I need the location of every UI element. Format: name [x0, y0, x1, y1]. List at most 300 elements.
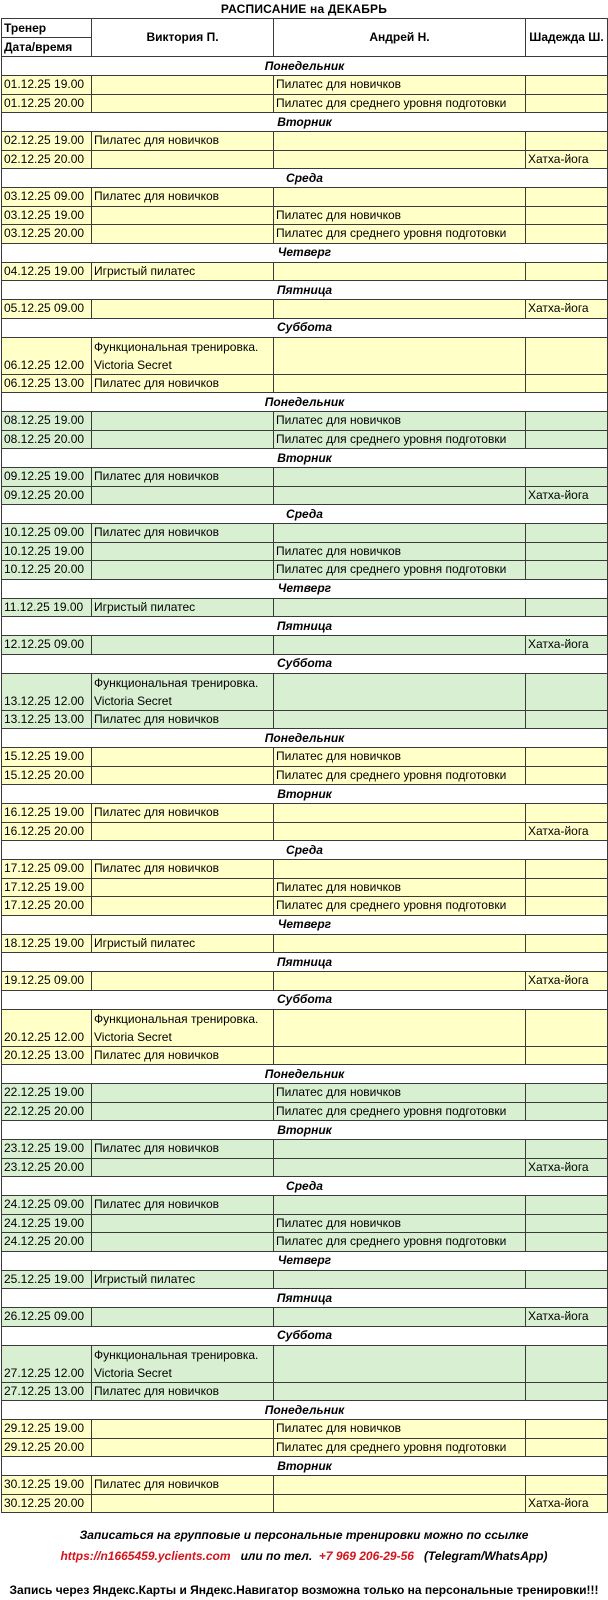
header-datetime-label: Дата/время	[4, 40, 73, 54]
class-cell-3	[526, 1084, 608, 1103]
schedule-row	[2, 878, 608, 897]
class-cell-1: Функциональная тренировка. Victoria Secret	[92, 1345, 274, 1382]
schedule-title: РАСПИСАНИЕ на ДЕКАБРЬ	[220, 2, 388, 16]
day-header-row	[2, 654, 608, 673]
day-header-row	[2, 1251, 608, 1270]
class-cell-1	[92, 561, 274, 580]
phone-prefix: или по тел.	[240, 1549, 313, 1563]
day-header-row	[2, 1457, 608, 1476]
day-label: Суббота	[2, 654, 608, 673]
schedule-row	[2, 766, 608, 785]
schedule-row	[2, 1214, 608, 1233]
class-cell-3	[526, 710, 608, 729]
class-cell-1	[92, 972, 274, 991]
class-cell-1	[92, 1308, 274, 1327]
class-cell-3	[526, 897, 608, 916]
day-header-row	[2, 318, 608, 337]
schedule-row	[2, 934, 608, 953]
day-header-row	[2, 113, 608, 132]
datetime-cell: 30.12.25 20.00	[2, 1494, 92, 1513]
schedule-row	[2, 1308, 608, 1327]
class-cell-1: Игристый пилатес	[92, 598, 274, 617]
class-cell-2	[274, 1345, 526, 1382]
class-cell-3	[526, 598, 608, 617]
class-cell-3	[526, 1140, 608, 1159]
day-header-row	[2, 57, 608, 76]
class-cell-1	[92, 225, 274, 244]
datetime-cell: 30.12.25 19.00	[2, 1476, 92, 1495]
day-header-row	[2, 243, 608, 262]
booking-link[interactable]: https://n1665459.yclients.com	[60, 1549, 231, 1563]
datetime-cell: 02.12.25 19.00	[2, 132, 92, 151]
class-cell-1	[92, 76, 274, 95]
class-cell-1	[92, 1494, 274, 1513]
class-cell-1	[92, 822, 274, 841]
class-cell-1	[92, 300, 274, 319]
class-cell-3	[526, 206, 608, 225]
datetime-cell: 03.12.25 09.00	[2, 188, 92, 207]
day-label: Пятница	[2, 1289, 608, 1308]
class-cell-3	[526, 374, 608, 393]
schedule-row	[2, 1345, 608, 1382]
schedule-row	[2, 561, 608, 580]
datetime-cell: 23.12.25 19.00	[2, 1140, 92, 1159]
day-label: Среда	[2, 505, 608, 524]
day-label: Пятница	[2, 617, 608, 636]
schedule-row	[2, 150, 608, 169]
class-cell-3	[526, 188, 608, 207]
class-cell-1: Игристый пилатес	[92, 262, 274, 281]
class-cell-2	[274, 1140, 526, 1159]
class-cell-1	[92, 1438, 274, 1457]
class-cell-3: Хатха-йога	[526, 972, 608, 991]
schedule-row	[2, 1382, 608, 1401]
day-header-row	[2, 729, 608, 748]
day-label: Четверг	[2, 915, 608, 934]
schedule-row	[2, 748, 608, 767]
day-label: Понедельник	[2, 57, 608, 76]
datetime-cell: 17.12.25 09.00	[2, 860, 92, 879]
datetime-cell: 16.12.25 19.00	[2, 804, 92, 823]
day-header-row	[2, 505, 608, 524]
day-header-row	[2, 841, 608, 860]
datetime-cell: 01.12.25 20.00	[2, 94, 92, 113]
class-cell-2	[274, 804, 526, 823]
class-cell-3	[526, 1233, 608, 1252]
schedule-row	[2, 468, 608, 487]
class-cell-3	[526, 934, 608, 953]
day-header-row	[2, 1065, 608, 1084]
class-cell-3	[526, 1196, 608, 1215]
class-cell-1	[92, 150, 274, 169]
class-cell-1	[92, 206, 274, 225]
datetime-cell: 24.12.25 20.00	[2, 1233, 92, 1252]
class-cell-2: Пилатес для среднего уровня подготовки	[274, 561, 526, 580]
datetime-cell: 22.12.25 19.00	[2, 1084, 92, 1103]
class-cell-1: Пилатес для новичков	[92, 710, 274, 729]
class-cell-1	[92, 636, 274, 655]
datetime-cell: 03.12.25 20.00	[2, 225, 92, 244]
day-label: Понедельник	[2, 1065, 608, 1084]
class-cell-3	[526, 1382, 608, 1401]
class-cell-2	[274, 822, 526, 841]
schedule-row	[2, 486, 608, 505]
schedule-row	[2, 188, 608, 207]
day-header-row	[2, 1326, 608, 1345]
class-cell-3	[526, 1270, 608, 1289]
class-cell-2	[274, 1009, 526, 1046]
class-cell-2: Пилатес для новичков	[274, 412, 526, 431]
class-cell-2	[274, 262, 526, 281]
schedule-row	[2, 1233, 608, 1252]
class-cell-2	[274, 468, 526, 487]
class-cell-1	[92, 1084, 274, 1103]
schedule-row	[2, 1196, 608, 1215]
class-cell-2	[274, 1382, 526, 1401]
class-cell-2	[274, 710, 526, 729]
day-label: Понедельник	[2, 1401, 608, 1420]
class-cell-2	[274, 524, 526, 543]
class-cell-2	[274, 337, 526, 374]
datetime-cell: 09.12.25 20.00	[2, 486, 92, 505]
datetime-cell: 08.12.25 20.00	[2, 430, 92, 449]
class-cell-3	[526, 1345, 608, 1382]
class-cell-2	[274, 598, 526, 617]
class-cell-2: Пилатес для новичков	[274, 76, 526, 95]
class-cell-2	[274, 188, 526, 207]
class-cell-1	[92, 542, 274, 561]
datetime-cell: 10.12.25 20.00	[2, 561, 92, 580]
datetime-cell: 08.12.25 19.00	[2, 412, 92, 431]
schedule-row	[2, 76, 608, 95]
schedule-row	[2, 1476, 608, 1495]
day-label: Вторник	[2, 785, 608, 804]
class-cell-3	[526, 860, 608, 879]
class-cell-2	[274, 636, 526, 655]
class-cell-2: Пилатес для среднего уровня подготовки	[274, 1438, 526, 1457]
class-cell-3	[526, 468, 608, 487]
class-cell-3	[526, 878, 608, 897]
day-header-row	[2, 785, 608, 804]
datetime-cell: 20.12.25 12.00	[2, 1009, 92, 1046]
class-cell-1: Пилатес для новичков	[92, 804, 274, 823]
day-header-row	[2, 953, 608, 972]
class-cell-1	[92, 766, 274, 785]
schedule-row	[2, 673, 608, 710]
class-cell-1: Функциональная тренировка. Victoria Secret	[92, 337, 274, 374]
class-cell-2	[274, 1270, 526, 1289]
schedule-row	[2, 1084, 608, 1103]
schedule-body	[2, 57, 608, 1513]
class-cell-1: Пилатес для новичков	[92, 132, 274, 151]
class-cell-2	[274, 300, 526, 319]
day-label: Суббота	[2, 318, 608, 337]
class-cell-2: Пилатес для среднего уровня подготовки	[274, 225, 526, 244]
class-cell-1: Пилатес для новичков	[92, 1476, 274, 1495]
datetime-cell: 12.12.25 09.00	[2, 636, 92, 655]
class-cell-2: Пилатес для новичков	[274, 542, 526, 561]
day-header-row	[2, 915, 608, 934]
class-cell-3	[526, 94, 608, 113]
class-cell-2: Пилатес для новичков	[274, 878, 526, 897]
day-label: Вторник	[2, 1457, 608, 1476]
day-header-row	[2, 1289, 608, 1308]
day-header-row	[2, 617, 608, 636]
class-cell-1	[92, 897, 274, 916]
datetime-cell: 13.12.25 12.00	[2, 673, 92, 710]
class-cell-3	[526, 1438, 608, 1457]
datetime-cell: 17.12.25 19.00	[2, 878, 92, 897]
day-label: Четверг	[2, 243, 608, 262]
class-cell-1	[92, 486, 274, 505]
schedule-row	[2, 1046, 608, 1065]
schedule-row	[2, 1494, 608, 1513]
header-trainer-1: Виктория П.	[92, 19, 274, 57]
datetime-cell: 04.12.25 19.00	[2, 262, 92, 281]
class-cell-1	[92, 94, 274, 113]
datetime-cell: 06.12.25 12.00	[2, 337, 92, 374]
class-cell-3	[526, 262, 608, 281]
class-cell-3	[526, 1009, 608, 1046]
class-cell-3	[526, 412, 608, 431]
class-cell-2	[274, 860, 526, 879]
class-cell-3	[526, 1214, 608, 1233]
header-trainer-datetime	[2, 19, 92, 57]
schedule-row	[2, 542, 608, 561]
header-trainer-3: Шадежда Ш.	[526, 19, 608, 57]
class-cell-1: Пилатес для новичков	[92, 524, 274, 543]
datetime-cell: 27.12.25 12.00	[2, 1345, 92, 1382]
datetime-cell: 22.12.25 20.00	[2, 1102, 92, 1121]
class-cell-3	[526, 561, 608, 580]
class-cell-3	[526, 1476, 608, 1495]
day-header-row	[2, 1401, 608, 1420]
datetime-cell: 10.12.25 19.00	[2, 542, 92, 561]
class-cell-2: Пилатес для новичков	[274, 748, 526, 767]
class-cell-1: Пилатес для новичков	[92, 1140, 274, 1159]
datetime-cell: 05.12.25 09.00	[2, 300, 92, 319]
class-cell-3	[526, 76, 608, 95]
day-label: Пятница	[2, 281, 608, 300]
day-label: Четверг	[2, 579, 608, 598]
class-cell-1	[92, 1214, 274, 1233]
class-cell-1: Пилатес для новичков	[92, 860, 274, 879]
datetime-cell: 09.12.25 19.00	[2, 468, 92, 487]
datetime-cell: 20.12.25 13.00	[2, 1046, 92, 1065]
signup-info: Записаться на групповые и персональные тренировки можно по ссылке	[79, 1528, 529, 1542]
schedule-row	[2, 262, 608, 281]
class-cell-2	[274, 1494, 526, 1513]
schedule-row	[2, 636, 608, 655]
messengers-note: (Telegram/WhatsApp)	[423, 1549, 548, 1563]
class-cell-1: Пилатес для новичков	[92, 1196, 274, 1215]
datetime-cell: 16.12.25 20.00	[2, 822, 92, 841]
class-cell-1: Пилатес для новичков	[92, 1046, 274, 1065]
class-cell-2	[274, 934, 526, 953]
schedule-row	[2, 710, 608, 729]
class-cell-3: Хатха-йога	[526, 150, 608, 169]
yandex-note: Запись через Яндекс.Карты и Яндекс.Навигатор возможна только на персональные тренировки!!!	[9, 1583, 599, 1597]
class-cell-2: Пилатес для среднего уровня подготовки	[274, 766, 526, 785]
datetime-cell: 29.12.25 20.00	[2, 1438, 92, 1457]
day-label: Вторник	[2, 449, 608, 468]
datetime-cell: 25.12.25 19.00	[2, 1270, 92, 1289]
class-cell-1: Функциональная тренировка. Victoria Secret	[92, 673, 274, 710]
class-cell-3	[526, 542, 608, 561]
class-cell-2	[274, 673, 526, 710]
datetime-cell: 01.12.25 19.00	[2, 76, 92, 95]
class-cell-3: Хатха-йога	[526, 486, 608, 505]
datetime-cell: 23.12.25 20.00	[2, 1158, 92, 1177]
schedule-row	[2, 598, 608, 617]
class-cell-3	[526, 673, 608, 710]
datetime-cell: 26.12.25 09.00	[2, 1308, 92, 1327]
class-cell-2	[274, 150, 526, 169]
class-cell-3: Хатха-йога	[526, 822, 608, 841]
schedule-row	[2, 374, 608, 393]
schedule-row	[2, 1009, 608, 1046]
class-cell-2: Пилатес для среднего уровня подготовки	[274, 94, 526, 113]
day-label: Среда	[2, 169, 608, 188]
day-label: Суббота	[2, 1326, 608, 1345]
class-cell-3: Хатха-йога	[526, 1494, 608, 1513]
class-cell-1: Игристый пилатес	[92, 934, 274, 953]
day-label: Вторник	[2, 113, 608, 132]
schedule-row	[2, 1140, 608, 1159]
class-cell-1	[92, 1233, 274, 1252]
schedule-row	[2, 300, 608, 319]
schedule-table	[1, 18, 608, 1513]
class-cell-2: Пилатес для новичков	[274, 1214, 526, 1233]
class-cell-2: Пилатес для новичков	[274, 1084, 526, 1103]
day-header-row	[2, 1121, 608, 1140]
schedule-row	[2, 337, 608, 374]
day-label: Среда	[2, 841, 608, 860]
datetime-cell: 24.12.25 09.00	[2, 1196, 92, 1215]
class-cell-3	[526, 748, 608, 767]
datetime-cell: 02.12.25 20.00	[2, 150, 92, 169]
class-cell-1: Пилатес для новичков	[92, 188, 274, 207]
class-cell-3	[526, 524, 608, 543]
schedule-row	[2, 822, 608, 841]
datetime-cell: 15.12.25 19.00	[2, 748, 92, 767]
header-trainer-2: Андрей Н.	[274, 19, 526, 57]
schedule-row	[2, 94, 608, 113]
class-cell-3	[526, 1420, 608, 1439]
datetime-cell: 18.12.25 19.00	[2, 934, 92, 953]
class-cell-3	[526, 766, 608, 785]
class-cell-2: Пилатес для среднего уровня подготовки	[274, 897, 526, 916]
class-cell-1	[92, 412, 274, 431]
schedule-row	[2, 1270, 608, 1289]
phone-number[interactable]: +7 969 206-29-56	[318, 1549, 414, 1563]
class-cell-2	[274, 374, 526, 393]
header-trainer-label: Тренер	[2, 19, 91, 38]
class-cell-3	[526, 804, 608, 823]
class-cell-1	[92, 1158, 274, 1177]
class-cell-1: Пилатес для новичков	[92, 374, 274, 393]
schedule-row	[2, 860, 608, 879]
day-label: Понедельник	[2, 729, 608, 748]
class-cell-3: Хатха-йога	[526, 636, 608, 655]
schedule-row	[2, 804, 608, 823]
class-cell-2	[274, 1196, 526, 1215]
class-cell-1: Пилатес для новичков	[92, 1382, 274, 1401]
schedule-row	[2, 972, 608, 991]
class-cell-2	[274, 1046, 526, 1065]
class-cell-3: Хатха-йога	[526, 1158, 608, 1177]
contact-line	[0, 1549, 608, 1563]
class-cell-3: Хатха-йога	[526, 300, 608, 319]
schedule-row	[2, 1420, 608, 1439]
class-cell-3	[526, 225, 608, 244]
class-cell-3	[526, 337, 608, 374]
class-cell-2: Пилатес для новичков	[274, 206, 526, 225]
day-header-row	[2, 449, 608, 468]
class-cell-2	[274, 1158, 526, 1177]
class-cell-1: Функциональная тренировка. Victoria Secret	[92, 1009, 274, 1046]
class-cell-3	[526, 1046, 608, 1065]
datetime-cell: 15.12.25 20.00	[2, 766, 92, 785]
class-cell-3	[526, 430, 608, 449]
class-cell-2	[274, 1476, 526, 1495]
schedule-row	[2, 206, 608, 225]
header-row	[2, 19, 608, 57]
class-cell-2	[274, 486, 526, 505]
day-label: Среда	[2, 1177, 608, 1196]
class-cell-2	[274, 132, 526, 151]
datetime-cell: 29.12.25 19.00	[2, 1420, 92, 1439]
schedule-row	[2, 1102, 608, 1121]
day-header-row	[2, 579, 608, 598]
schedule-row	[2, 430, 608, 449]
class-cell-2: Пилатес для среднего уровня подготовки	[274, 430, 526, 449]
class-cell-2: Пилатес для среднего уровня подготовки	[274, 1233, 526, 1252]
datetime-cell: 24.12.25 19.00	[2, 1214, 92, 1233]
day-label: Пятница	[2, 953, 608, 972]
class-cell-2	[274, 1308, 526, 1327]
datetime-cell: 27.12.25 13.00	[2, 1382, 92, 1401]
day-label: Понедельник	[2, 393, 608, 412]
class-cell-1	[92, 430, 274, 449]
class-cell-3: Хатха-йога	[526, 1308, 608, 1327]
schedule-row	[2, 524, 608, 543]
class-cell-1: Пилатес для новичков	[92, 468, 274, 487]
day-label: Четверг	[2, 1251, 608, 1270]
day-header-row	[2, 1177, 608, 1196]
class-cell-2: Пилатес для новичков	[274, 1420, 526, 1439]
schedule-row	[2, 1158, 608, 1177]
day-header-row	[2, 393, 608, 412]
schedule-row	[2, 132, 608, 151]
class-cell-1	[92, 748, 274, 767]
class-cell-1	[92, 1420, 274, 1439]
day-header-row	[2, 281, 608, 300]
day-label: Вторник	[2, 1121, 608, 1140]
class-cell-2: Пилатес для среднего уровня подготовки	[274, 1102, 526, 1121]
schedule-row	[2, 412, 608, 431]
datetime-cell: 10.12.25 09.00	[2, 524, 92, 543]
datetime-cell: 17.12.25 20.00	[2, 897, 92, 916]
schedule-row	[2, 225, 608, 244]
class-cell-1: Игристый пилатес	[92, 1270, 274, 1289]
class-cell-1	[92, 1102, 274, 1121]
day-label: Суббота	[2, 990, 608, 1009]
class-cell-3	[526, 1102, 608, 1121]
schedule-row	[2, 897, 608, 916]
class-cell-2	[274, 972, 526, 991]
day-header-row	[2, 169, 608, 188]
